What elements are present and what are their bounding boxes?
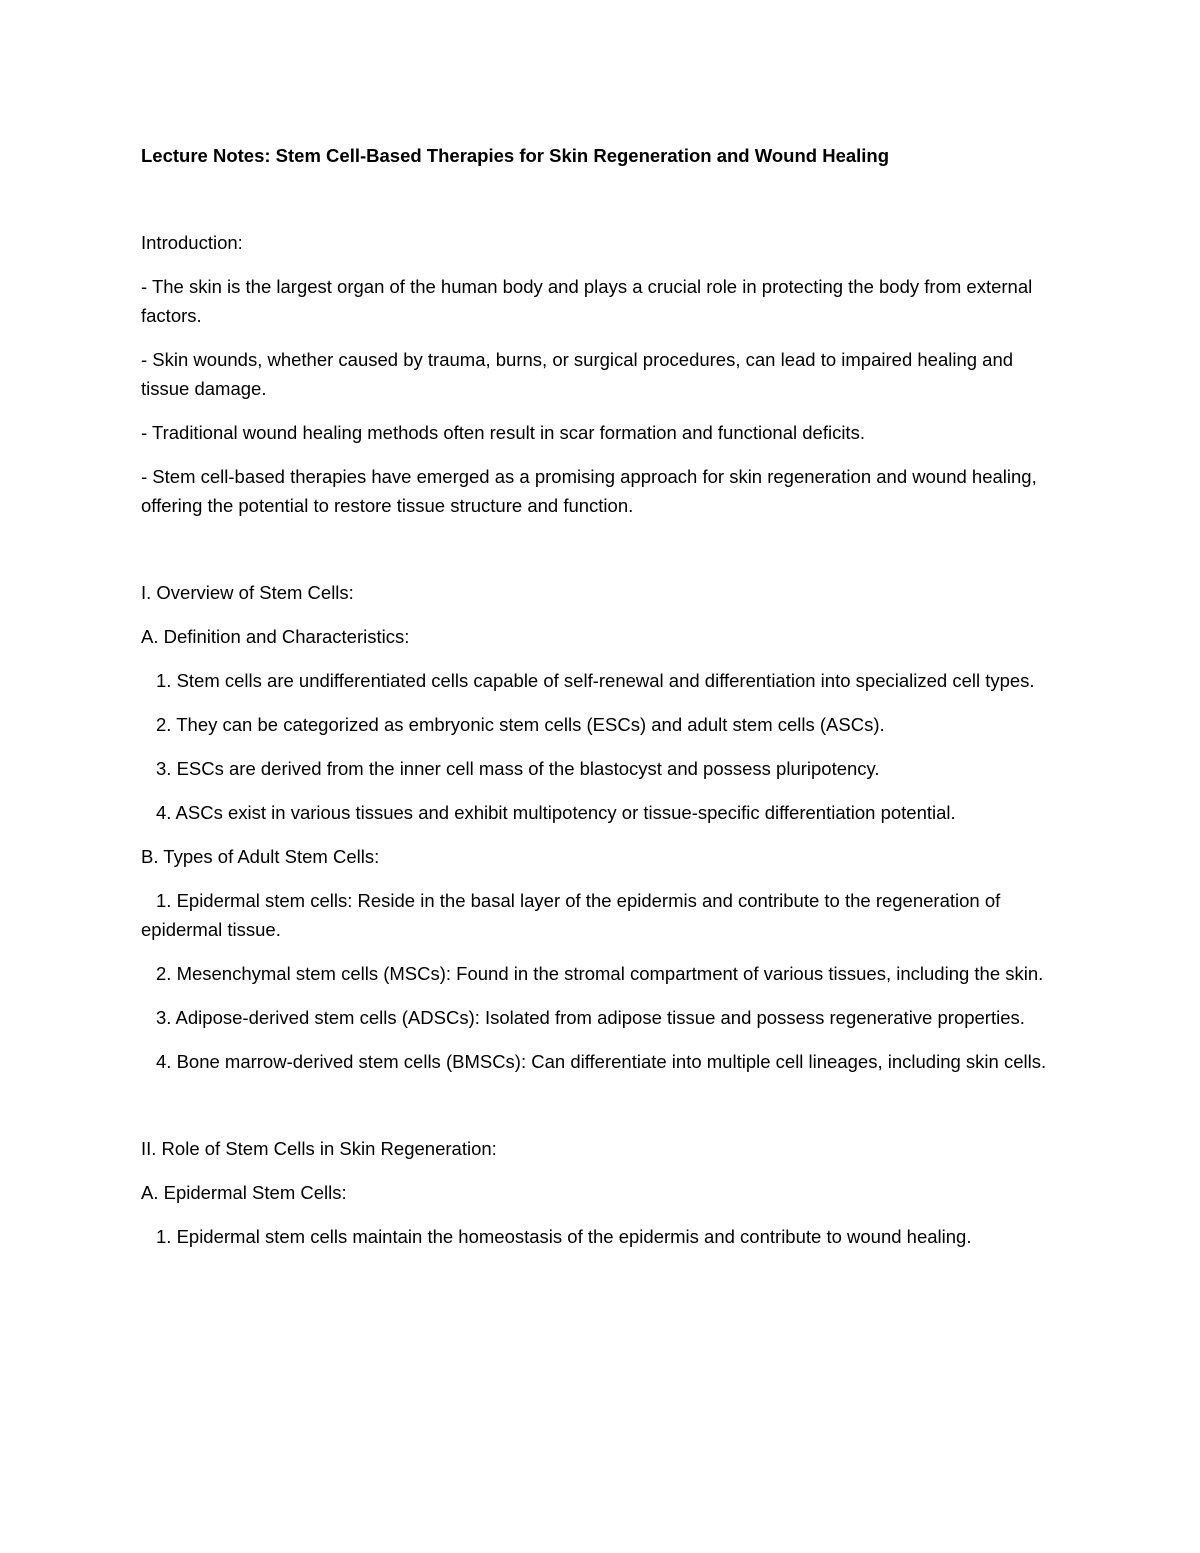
list-item: 3. Adipose-derived stem cells (ADSCs): Isolated from adipose tissue and possess regenerative properties. [156,1007,1025,1028]
list-item: 3. ESCs are derived from the inner cell mass of the blastocyst and possess pluripotency. [156,758,880,779]
section-heading: I. Overview of Stem Cells: [141,582,354,603]
intro-bullet: - Skin wounds, whether caused by trauma, burns, or surgical procedures, can lead to impaired healing and tissue damage. [141,349,1014,399]
section-heading: II. Role of Stem Cells in Skin Regeneration: [141,1138,497,1159]
document-body [141,141,1061,1266]
list-item: 1. Epidermal stem cells: Reside in the basal layer of the epidermis and contribute to the regeneration of epidermal tissue. [141,890,1001,940]
introduction-heading: Introduction: [141,232,243,253]
list-item: 2. Mesenchymal stem cells (MSCs): Found in the stromal compartment of various tissues, including the skin. [156,963,1044,984]
subsection-heading: A. Definition and Characteristics: [141,626,410,647]
subsection-heading: A. Epidermal Stem Cells: [141,1182,347,1203]
list-item: 4. ASCs exist in various tissues and exhibit multipotency or tissue-specific differentiation potential. [156,802,956,823]
intro-bullet: - Stem cell-based therapies have emerged as a promising approach for skin regeneration and wound healing, offering the potential to restore tissue structure and function. [141,466,1037,516]
intro-bullet: - The skin is the largest organ of the human body and plays a crucial role in protecting the body from external factors. [141,276,1033,326]
list-item: 1. Stem cells are undifferentiated cells capable of self-renewal and differentiation into specialized cell types. [156,670,1035,691]
subsection-heading: B. Types of Adult Stem Cells: [141,846,380,867]
list-item: 2. They can be categorized as embryonic stem cells (ESCs) and adult stem cells (ASCs). [156,714,885,735]
document-title: Lecture Notes: Stem Cell-Based Therapies for Skin Regeneration and Wound Healing [141,145,890,166]
list-item: 1. Epidermal stem cells maintain the homeostasis of the epidermis and contribute to wound healing. [156,1226,972,1247]
intro-bullet: - Traditional wound healing methods often result in scar formation and functional deficits. [141,422,865,443]
list-item: 4. Bone marrow-derived stem cells (BMSCs): Can differentiate into multiple cell lineages, including skin cells. [156,1051,1047,1072]
